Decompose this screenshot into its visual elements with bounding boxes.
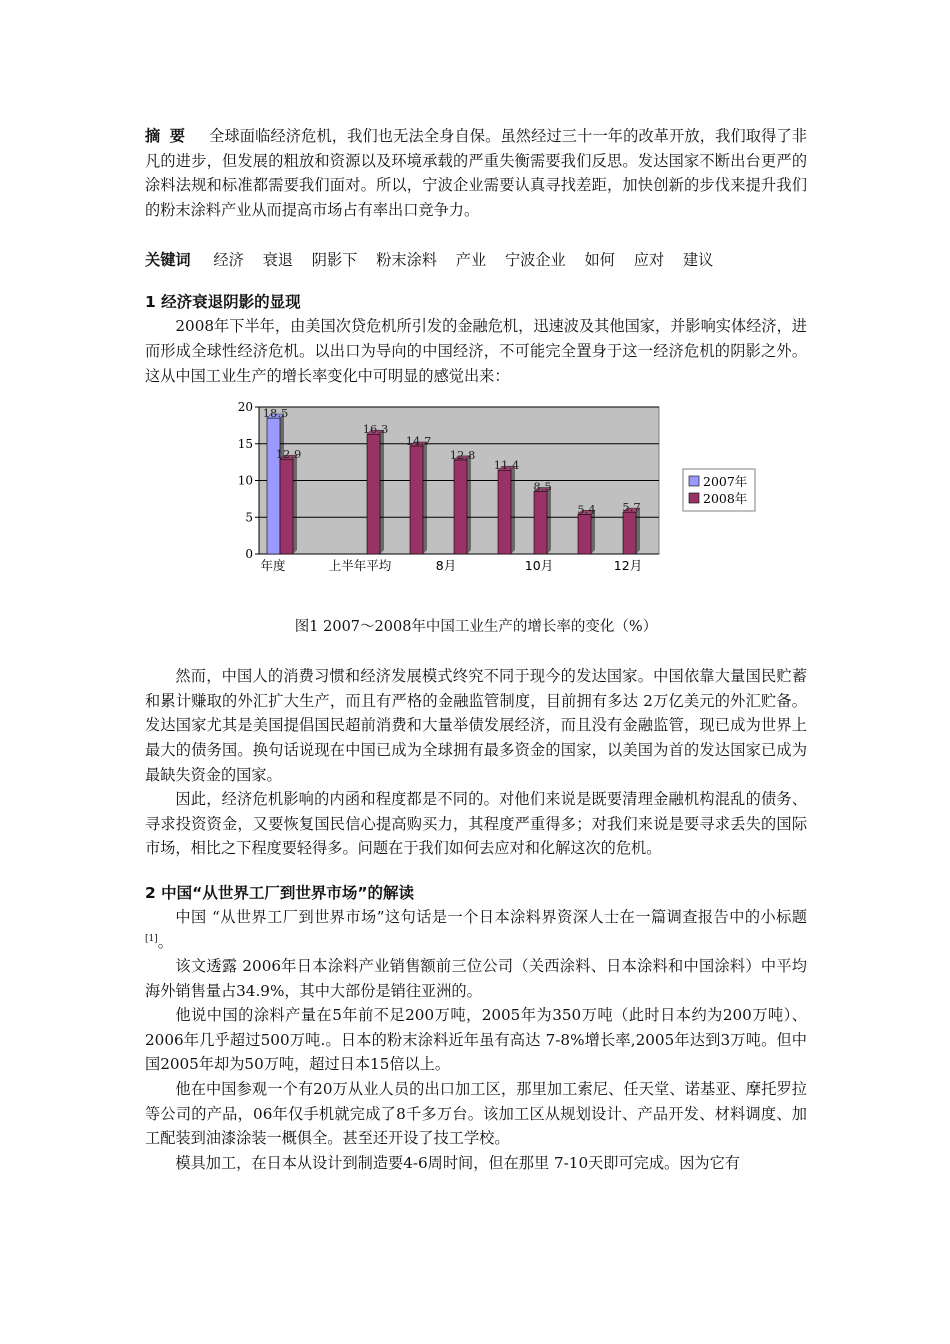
data-label: 16.3: [362, 422, 389, 437]
data-label: 11.4: [493, 458, 520, 473]
keyword: 阴影下: [311, 251, 358, 270]
bar-side: [511, 466, 515, 554]
y-tick-label: 20: [237, 400, 253, 415]
keyword: 建议: [682, 251, 714, 270]
legend-swatch: [689, 493, 699, 503]
bar-side: [591, 510, 595, 554]
section-2-paragraph-4: 他在中国参观一个有20万从业人员的出口加工区，那里加工索尼、任天堂、诺基亚、摩托罗拉等公司的产品，06年仅手机就完成了8千多万台。该加工区从规划设计、产品开发、材料调度、加工配装到油漆涂装一概俱全。甚至还开设了技工学校。: [145, 1080, 807, 1148]
section-1-paragraph-3: 因此，经济危机影响的内函和程度都是不同的。对他们来说是既要清理金融机构混乱的债务、寻求投资资金，又要恢复国民信心提高购买力，其程度严重得多；对我们来说是要寻求丢失的国际市场，相比之下程度要轻得多。问题在于我们如何去应对和化解这次的危机。: [145, 790, 807, 858]
section-2-paragraph-3: 他说中国的涂料产量在5年前不足200万吨，2005年为350万吨（此时日本约为200万吨）、2006年几乎超过500万吨.。日本的粉末涂料近年虽有高达 7-8%增长率,2005年达到3万吨。但中国2005年却为50万吨，超过日本15倍以上。: [145, 1006, 807, 1074]
chart-svg: [237, 400, 805, 592]
y-tick-label: 5: [245, 510, 253, 525]
data-label: 14.7: [405, 434, 432, 449]
section-1-paragraph-1: 2008年下半年，由美国次贷危机所引发的金融危机，迅速波及其他国家，并影响实体经济，进而形成全球性经济危机。以出口为导向的中国经济，不可能完全置身于这一经济危机的阴影之外。这从中国工业生产的增长率变化中可明显的感觉出来：: [145, 317, 807, 385]
data-label: 5.4: [577, 502, 596, 517]
abstract-heading: 摘 要: [145, 127, 188, 145]
y-tick-label: 10: [237, 473, 253, 488]
bar: [498, 470, 511, 554]
section-2-paragraph-5: 模具加工，在日本从设计到制造要4-6周时间，但在那里 7-10天即可完成。因为它有: [175, 1153, 740, 1172]
growth-rate-chart: [145, 402, 807, 592]
section-2-paragraph-1: [145, 905, 807, 954]
bar: [534, 492, 547, 554]
reference-marker[interactable]: [1]: [145, 933, 158, 944]
bar-side: [423, 442, 427, 554]
keywords-row: [145, 248, 807, 272]
bar: [410, 446, 423, 554]
keyword: 宁波企业: [504, 251, 566, 270]
bar: [367, 434, 380, 554]
section-2-paragraph-2: 该文透露 2006年日本涂料产业销售额前三位公司（关西涂料、日本涂料和中国涂料）中平均海外销售量占34.9%，其中大部份是销往亚洲的。: [145, 957, 807, 1000]
keyword: 产业: [455, 251, 487, 270]
bar: [267, 418, 280, 554]
paragraph-end: 。: [157, 932, 173, 951]
data-label: 18.5: [262, 406, 289, 421]
abstract-text: 全球面临经济危机，我们也无法全身自保。虽然经过三十一年的改革开放，我们取得了非凡的进步，但发展的粗放和资源以及环境承载的严重失衡需要我们反思。发达国家不断出台更严的涂料法规和标准都需要我们面对。所以，宁波企业需要认真寻找差距，加快创新的步伐来提升我们的粉末涂料产业从而提高市场占有率出口竞争力。: [145, 127, 807, 219]
data-label: 8.5: [533, 479, 552, 494]
keyword: 如何: [584, 251, 615, 270]
legend-entry: 2008年: [703, 491, 748, 507]
x-tick-label: 上半年平均: [328, 558, 392, 574]
keyword: 粉末涂料: [376, 251, 437, 270]
abstract: [145, 124, 807, 222]
bar-side: [547, 488, 551, 554]
keyword: 衰退: [262, 251, 293, 270]
bar-side: [636, 508, 640, 554]
bar: [280, 459, 293, 554]
legend-entry: 2007年: [703, 474, 748, 490]
section-1-paragraph-2: 然而，中国人的消费习惯和经济发展模式终究不同于现今的发达国家。中国依靠大量国民贮蓄和累计赚取的外汇扩大生产，而且有严格的金融监管制度，目前拥有多达 2万亿美元的外汇贮备。发达国家尤其是美国提倡国民超前消费和大量举债发展经济，而且没有金融监管，现已成为世界上最大的债务国。换句话说现在中国已成为全球拥有最多资金的国家，以美国为首的发达国家已成为最缺失资金的国家。: [145, 667, 807, 784]
bar: [623, 512, 636, 554]
legend-swatch: [689, 476, 699, 486]
keyword: 应对: [633, 251, 665, 270]
bar-side: [467, 456, 471, 554]
data-label: 12.8: [449, 448, 476, 463]
y-tick-label: 15: [237, 436, 253, 451]
y-tick-label: 0: [245, 547, 253, 562]
x-tick-label: 年度: [260, 558, 286, 574]
figure-caption: 图1 2007～2008年中国工业生产的增长率的变化（%）: [294, 619, 658, 636]
x-tick-label: 10月: [524, 558, 554, 574]
bar-side: [293, 455, 297, 554]
data-label: 5.7: [622, 500, 641, 515]
paragraph-text: 中国 “从世界工厂到世界市场”这句话是一个日本涂料界资深人士在一篇调查报告中的小标题: [175, 907, 807, 926]
data-label: 12.9: [275, 447, 302, 462]
x-tick-label: 12月: [613, 558, 643, 574]
bar: [578, 514, 591, 554]
section-1-title: 1 经济衰退阴影的显现: [145, 293, 301, 312]
bar-side: [380, 430, 384, 554]
bar: [454, 460, 467, 554]
keywords-heading: 关键词: [145, 251, 191, 270]
section-2-title: 2 中国“从世界工厂到世界市场”的解读: [145, 883, 415, 902]
keyword: 经济: [213, 251, 244, 270]
x-tick-label: 8月: [435, 558, 457, 574]
document-page: [145, 124, 807, 1175]
